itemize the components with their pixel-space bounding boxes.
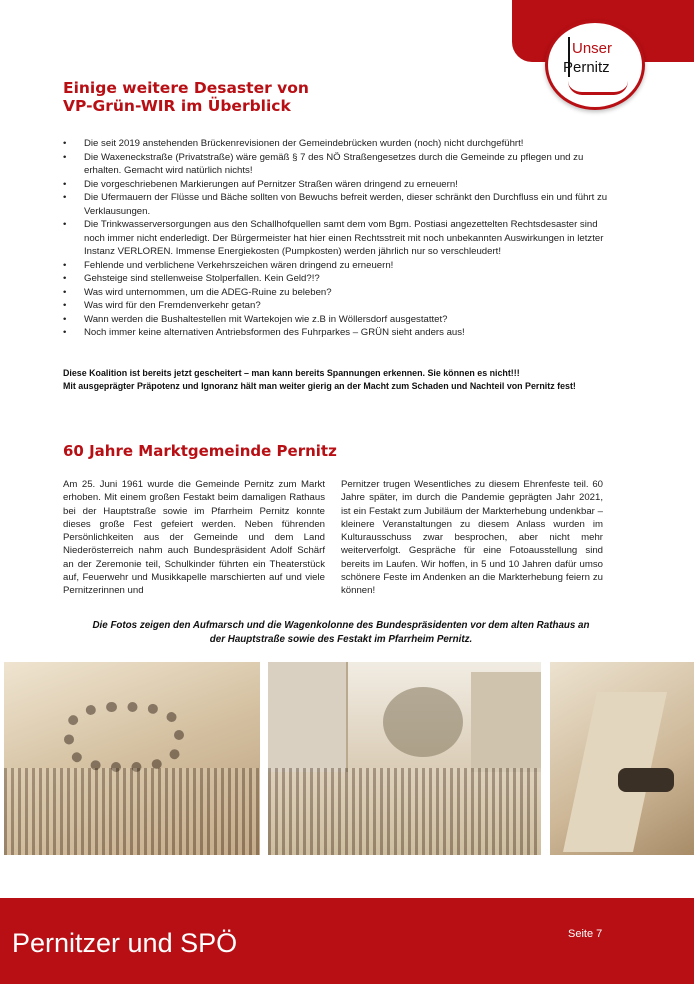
photo-tree: [383, 687, 463, 757]
coalition-line2: Mit ausgeprägter Präpotenz und Ignoranz hält man weiter gierig an der Macht zum Schaden und Nachteil von Pernitz fest!: [63, 381, 576, 391]
logo-swoosh: [568, 81, 628, 95]
section-title-line1: Einige weitere Desaster von: [63, 79, 309, 97]
footer-bar: [0, 898, 694, 984]
list-item: • Die vorgeschriebenen Markierungen auf Pernitzer Straßen wären dringend zu erneuern!: [63, 178, 611, 192]
section-title-desaster: [63, 79, 309, 115]
caption-line2: der Hauptstraße sowie des Festakt im Pfarrheim Pernitz.: [209, 633, 473, 645]
photo-wagenkolonne: [550, 662, 694, 855]
photo-crowd: [268, 768, 541, 855]
photo-caption: [58, 619, 624, 646]
list-item: • Wann werden die Bushaltestellen mit Wartekojen wie z.B in Wöllersdorf ausgestattet?: [63, 313, 611, 327]
article-column-left: Am 25. Juni 1961 wurde die Gemeinde Pernitz zum Markt erhoben. Mit einem großen Festakt beim damaligen Rathaus bei der Hauptstraße sowie im Pfarrheim Pernitz konnte dieses große Fest gefeiert werden. Neben führenden Persönlichkeiten aus der Gemeinde und dem Land Niederösterreich nahm auch Bundespräsident Adolf Schärf an der Zeremonie teil, Schulkinder führten ein Theaterstück auf, Feuerwehr und Musikkapelle marschierten auf und viele Pernitzerinnen und: [63, 479, 325, 597]
photo-building-right: [471, 672, 541, 772]
photo-crowd: [4, 768, 260, 855]
desaster-list: [63, 137, 611, 340]
page-number: Seite 7: [568, 928, 603, 940]
unser-pernitz-logo: [545, 20, 645, 110]
footer-title: Pernitzer und SPÖ: [12, 928, 238, 958]
coalition-statement: [63, 367, 623, 393]
list-item: • Noch immer keine alternativen Antriebsformen des Fuhrparkes – GRÜN sieht anders aus!: [63, 326, 611, 340]
photo-band-circle: [64, 702, 184, 772]
list-item: • Was wird für den Fremdenverkehr getan?: [63, 299, 611, 313]
section-title-line2: VP-Grün-WIR im Überblick: [63, 97, 291, 115]
list-item: • Die Trinkwasserversorgungen aus den Schallhofquellen samt dem vom Bgm. Postiasi angezettelten Rechtsdesaster sind noch immer nicht enderledigt. Der Bürgermeister hat hier einen Rechtsstreit mit noch unbekannten Auswirkungen in letzter Instanz VERLOREN. Immense Energiekosten (Pumpkosten) werden jährlich nur so verschleudert!: [63, 218, 611, 259]
list-item: • Die Ufermauern der Flüsse und Bäche sollten von Bewuchs befreit werden, dieser schränkt den Durchfluss ein und führt zu Verklausungen.: [63, 191, 611, 218]
caption-line1: Die Fotos zeigen den Aufmarsch und die Wagenkolonne des Bundespräsidenten vor dem alten Rathaus an: [92, 620, 590, 631]
photo-car: [618, 768, 674, 792]
section-title-60-jahre: 60 Jahre Marktgemeinde Pernitz: [63, 442, 337, 460]
list-item: • Gehsteige sind stellenweise Stolperfallen. Kein Geld?!?: [63, 272, 611, 286]
list-item: • Die seit 2019 anstehenden Brückenrevisionen der Gemeindebrücken wurden (noch) nicht durchgeführt!: [63, 137, 611, 151]
list-item: • Fehlende und verblichene Verkehrszeichen wären dringend zu erneuern!: [63, 259, 611, 273]
list-item: • Was wird unternommen, um die ADEG-Ruine zu beleben?: [63, 286, 611, 300]
photo-parade-hauptstrasse: [268, 662, 541, 855]
coalition-line1: Diese Koalition ist bereits jetzt gescheitert – man kann bereits Spannungen erkennen. Sie können es nicht!!!: [63, 368, 520, 378]
article-column-right: Pernitzer trugen Wesentliches zu diesem Ehrenfeste teil. 60 Jahre später, im durch die Pandemie geprägten Jahr 2021, ist ein Festakt zum Jubiläum der Markterhebung undenkbar – kleinere Veranstaltungen zu diesem Anlass wurden im Kulturausschuss zwar besprochen, aber nicht mehr weiterverfolgt. Gespräche für eine Fotoausstellung sind bereits im Laufen. Wir hoffen, in 5 und 10 Jahren dafür umso schönere Feste im Andenken an die Markterhebung feiern zu können!: [341, 479, 603, 597]
logo-line2: Pernitz: [563, 59, 610, 76]
photo-festakt-crowd: [4, 662, 260, 855]
logo-line1: Unser: [572, 40, 613, 57]
list-item: • Die Waxeneckstraße (Privatstraße) wäre gemäß § 7 des NÖ Straßengesetzes durch die Gemeinde zu pflegen und zu erhalten. Gemacht wird natürlich nichts!: [63, 151, 611, 178]
photo-building-left: [268, 662, 348, 772]
